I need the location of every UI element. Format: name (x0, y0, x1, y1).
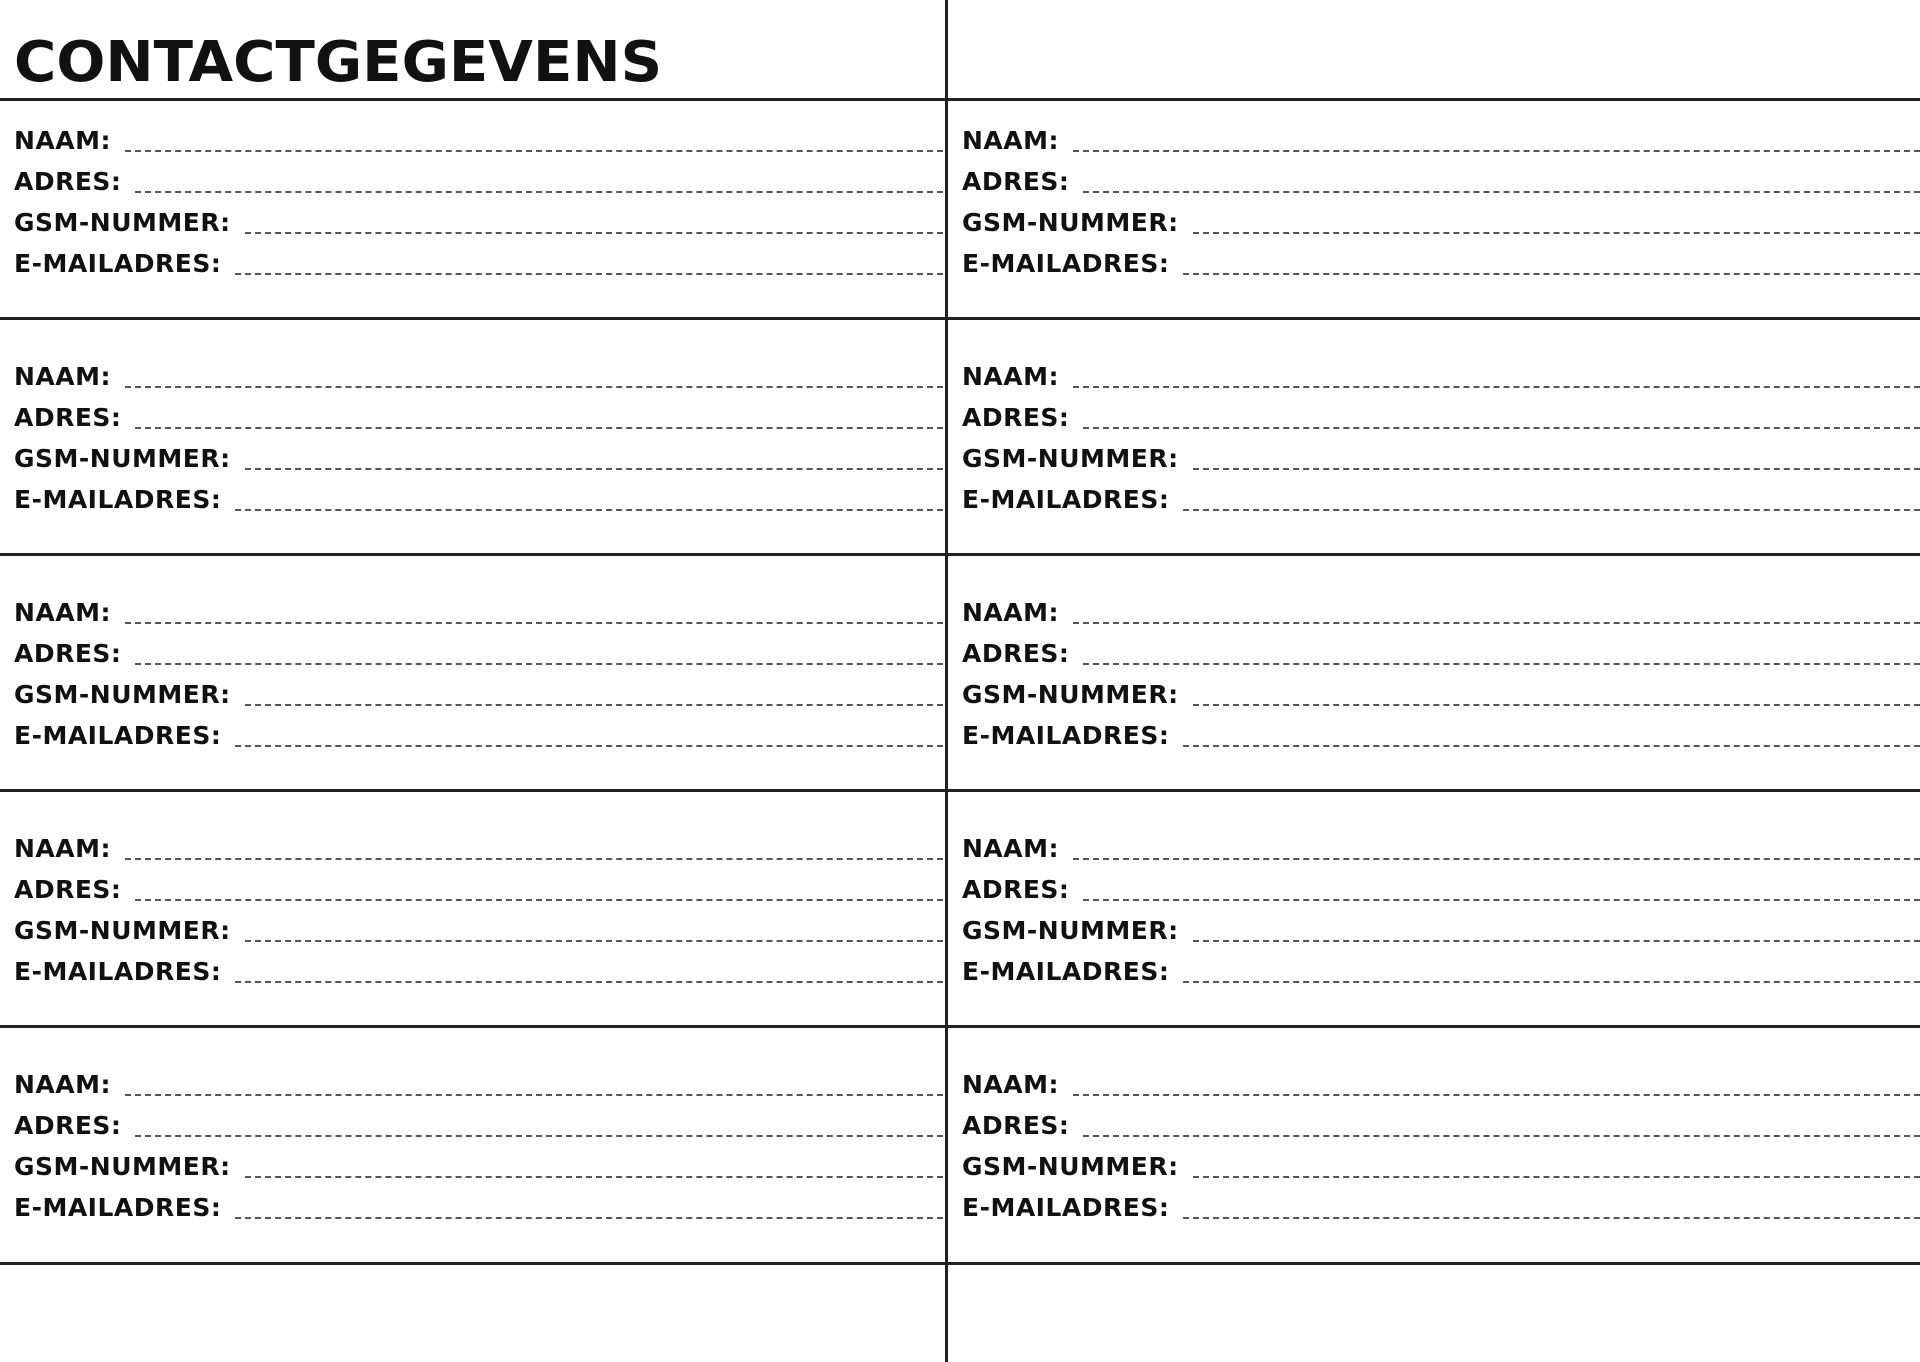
contact-card (962, 356, 1920, 526)
contact-card (962, 828, 1920, 998)
address-label: ADRES: (14, 1111, 122, 1140)
email-label: E-MAILADRES: (962, 1193, 1170, 1222)
phone-field[interactable] (245, 940, 943, 942)
address-field[interactable] (1083, 1135, 1920, 1137)
field-row-email (962, 243, 1920, 284)
address-label: ADRES: (14, 167, 122, 196)
name-label: NAAM: (14, 362, 111, 391)
name-label: NAAM: (14, 598, 111, 627)
field-row-address (962, 161, 1920, 202)
row-divider (0, 317, 1920, 320)
email-label: E-MAILADRES: (14, 721, 222, 750)
address-field[interactable] (135, 427, 943, 429)
field-row-email (962, 479, 1920, 520)
address-field[interactable] (1083, 899, 1920, 901)
address-field[interactable] (1083, 663, 1920, 665)
field-row-phone (14, 674, 943, 715)
field-row-address (14, 397, 943, 438)
email-field[interactable] (1183, 745, 1920, 747)
field-row-name (962, 356, 1920, 397)
field-row-address (962, 633, 1920, 674)
address-label: ADRES: (14, 639, 122, 668)
field-row-address (962, 1105, 1920, 1146)
email-label: E-MAILADRES: (962, 249, 1170, 278)
address-field[interactable] (135, 899, 943, 901)
address-label: ADRES: (962, 403, 1070, 432)
name-field[interactable] (125, 622, 943, 624)
address-label: ADRES: (962, 639, 1070, 668)
contact-card (14, 1064, 943, 1234)
field-row-name (14, 592, 943, 633)
email-label: E-MAILADRES: (14, 957, 222, 986)
name-label: NAAM: (962, 1070, 1059, 1099)
field-row-address (962, 397, 1920, 438)
phone-label: GSM-NUMMER: (962, 1152, 1179, 1181)
field-row-email (14, 951, 943, 992)
email-field[interactable] (235, 509, 943, 511)
phone-field[interactable] (1193, 468, 1920, 470)
row-divider (0, 98, 1920, 101)
name-label: NAAM: (962, 598, 1059, 627)
field-row-email (14, 1187, 943, 1228)
field-row-phone (14, 438, 943, 479)
phone-label: GSM-NUMMER: (962, 208, 1179, 237)
contact-card (14, 120, 943, 290)
email-field[interactable] (1183, 509, 1920, 511)
email-label: E-MAILADRES: (962, 721, 1170, 750)
page-title: CONTACTGEGEVENS (14, 30, 663, 95)
field-row-address (14, 633, 943, 674)
address-label: ADRES: (14, 875, 122, 904)
field-row-name (14, 356, 943, 397)
field-row-name (962, 1064, 1920, 1105)
address-field[interactable] (135, 191, 943, 193)
name-field[interactable] (125, 150, 943, 152)
row-divider (0, 1025, 1920, 1028)
row-divider (0, 553, 1920, 556)
contact-card (962, 120, 1920, 290)
phone-field[interactable] (1193, 704, 1920, 706)
field-row-name (14, 828, 943, 869)
field-row-phone (962, 202, 1920, 243)
field-row-name (14, 120, 943, 161)
phone-field[interactable] (245, 1176, 943, 1178)
email-label: E-MAILADRES: (962, 957, 1170, 986)
field-row-phone (962, 674, 1920, 715)
column-divider (945, 0, 948, 1362)
email-field[interactable] (235, 273, 943, 275)
name-field[interactable] (1073, 386, 1920, 388)
field-row-address (14, 161, 943, 202)
field-row-email (14, 479, 943, 520)
phone-label: GSM-NUMMER: (14, 444, 231, 473)
phone-label: GSM-NUMMER: (962, 680, 1179, 709)
address-label: ADRES: (14, 403, 122, 432)
address-label: ADRES: (962, 167, 1070, 196)
field-row-phone (14, 1146, 943, 1187)
name-field[interactable] (125, 858, 943, 860)
phone-field[interactable] (245, 704, 943, 706)
contact-card (14, 356, 943, 526)
field-row-email (14, 715, 943, 756)
field-row-name (14, 1064, 943, 1105)
email-label: E-MAILADRES: (14, 485, 222, 514)
field-row-phone (14, 910, 943, 951)
address-label: ADRES: (962, 875, 1070, 904)
email-field[interactable] (1183, 1217, 1920, 1219)
field-row-phone (962, 1146, 1920, 1187)
phone-field[interactable] (1193, 1176, 1920, 1178)
field-row-name (962, 120, 1920, 161)
address-field[interactable] (1083, 191, 1920, 193)
email-field[interactable] (235, 1217, 943, 1219)
phone-label: GSM-NUMMER: (14, 1152, 231, 1181)
name-label: NAAM: (14, 834, 111, 863)
name-field[interactable] (125, 386, 943, 388)
name-label: NAAM: (14, 126, 111, 155)
email-label: E-MAILADRES: (14, 1193, 222, 1222)
field-row-address (14, 1105, 943, 1146)
field-row-phone (962, 910, 1920, 951)
phone-label: GSM-NUMMER: (14, 680, 231, 709)
field-row-email (962, 951, 1920, 992)
name-label: NAAM: (962, 126, 1059, 155)
field-row-email (962, 715, 1920, 756)
phone-field[interactable] (1193, 232, 1920, 234)
row-divider (0, 1262, 1920, 1265)
phone-label: GSM-NUMMER: (14, 208, 231, 237)
email-label: E-MAILADRES: (962, 485, 1170, 514)
field-row-phone (962, 438, 1920, 479)
phone-label: GSM-NUMMER: (962, 916, 1179, 945)
phone-field[interactable] (245, 232, 943, 234)
address-field[interactable] (1083, 427, 1920, 429)
address-label: ADRES: (962, 1111, 1070, 1140)
name-field[interactable] (1073, 150, 1920, 152)
phone-label: GSM-NUMMER: (14, 916, 231, 945)
email-field[interactable] (235, 981, 943, 983)
field-row-address (962, 869, 1920, 910)
name-field[interactable] (1073, 622, 1920, 624)
email-field[interactable] (1183, 981, 1920, 983)
name-field[interactable] (1073, 1094, 1920, 1096)
email-field[interactable] (1183, 273, 1920, 275)
name-label: NAAM: (14, 1070, 111, 1099)
field-row-name (962, 592, 1920, 633)
phone-label: GSM-NUMMER: (962, 444, 1179, 473)
field-row-phone (14, 202, 943, 243)
field-row-name (962, 828, 1920, 869)
phone-field[interactable] (1193, 940, 1920, 942)
contact-card (962, 1064, 1920, 1234)
address-field[interactable] (135, 1135, 943, 1137)
name-field[interactable] (1073, 858, 1920, 860)
name-label: NAAM: (962, 834, 1059, 863)
contact-card (962, 592, 1920, 762)
name-label: NAAM: (962, 362, 1059, 391)
phone-field[interactable] (245, 468, 943, 470)
email-label: E-MAILADRES: (14, 249, 222, 278)
field-row-email (962, 1187, 1920, 1228)
contact-card (14, 828, 943, 998)
contact-card (14, 592, 943, 762)
field-row-address (14, 869, 943, 910)
field-row-email (14, 243, 943, 284)
email-field[interactable] (235, 745, 943, 747)
name-field[interactable] (125, 1094, 943, 1096)
row-divider (0, 789, 1920, 792)
address-field[interactable] (135, 663, 943, 665)
